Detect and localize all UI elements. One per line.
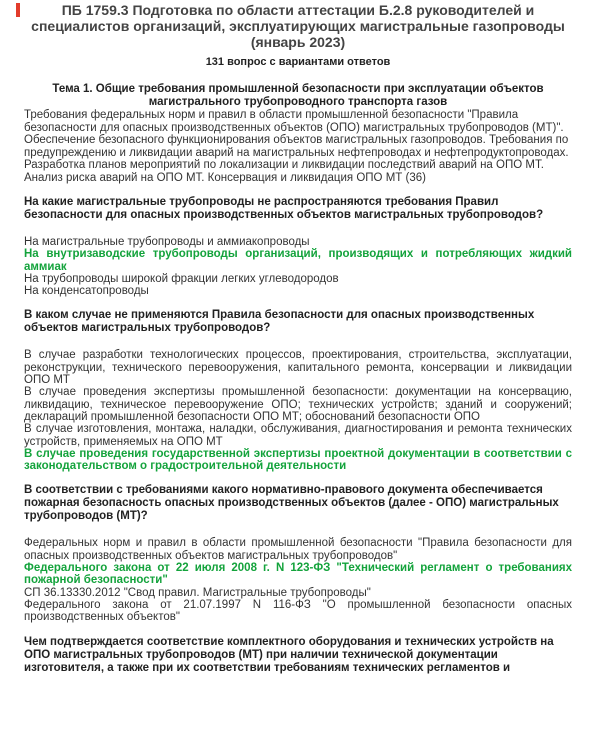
answer-option: На магистральные трубопроводы и аммиакопроводы	[24, 236, 310, 248]
topic-section	[24, 83, 572, 184]
answer-option: В случае изготовления, монтажа, наладки, обслуживания, диагностирования и ремонта технических устройств, применяемых на ОПО МТ	[24, 423, 572, 448]
answer-option: На трубопроводы широкой фракции легких углеводородов	[24, 272, 339, 285]
topic-description: Требования федеральных норм и правил в области промышленной безопасности "Правила безопасности для опасных производственных объектов (ОПО) магистральных трубопроводов (МТ)". Обеспечение безопасного функционирования объектов магистральных газопроводов. Требования по предупреждению и ликвидации аварий на магистральных нефтепроводах и нефтепродуктопроводах. Разработка планов мероприятий по локализации и ликвидации последствий аварий на ОПО МТ. Анализ риска аварий на ОПО МТ. Консервация и ликвидация ОПО МТ (36)	[24, 109, 569, 184]
topic-title: Тема 1. Общие требования промышленной безопасности при эксплуатации объектов магистрального трубопроводного транспорта газов	[52, 83, 544, 108]
answer-option: На конденсатопроводы	[24, 285, 149, 298]
question-list	[24, 196, 572, 675]
answer-option: СП 36.13330.2012 "Свод правил. Магистральные трубопроводы"	[24, 586, 371, 599]
document-title	[24, 2, 572, 50]
answer-option: В случае проведения экспертизы промышленной безопасности: документации на консервацию, ликвидацию, техническое перевооружение ОПО; технических устройств; зданий и сооружений; деклараций промышленной безопасности ОПО МТ; обоснований безопасности ОПО	[24, 386, 572, 423]
document-page	[0, 2, 592, 741]
question-text: В каком случае не применяются Правила безопасности для опасных производственных объектов магистральных трубопроводов?	[24, 309, 535, 335]
correct-answer: В случае проведения государственной экспертизы проектной документации в соответствии с законодательством о градостроительной деятельности	[24, 447, 572, 473]
answer-list	[24, 236, 572, 297]
question-block	[24, 309, 572, 472]
title-accent-mark	[16, 3, 20, 17]
answer-option: Федеральных норм и правил в области промышленной безопасности "Правила безопасности для опасных производственных объектов магистральных трубопроводов"	[24, 537, 572, 562]
correct-answer: На внутризаводские трубопроводы организаций, производящих и потребляющих жидкий аммиак	[24, 248, 572, 273]
question-text: На какие магистральные трубопроводы не распространяются требования Правил безопасности для опасных производственных объектов магистральных трубопроводов?	[24, 196, 544, 221]
answer-list	[24, 349, 572, 472]
question-block	[24, 636, 572, 675]
question-text: В соответствии с требованиями какого нормативно-правового документа обеспечивается пожарная безопасность опасных производственных объектов (далее - ОПО) магистральных трубопроводов (МТ)?	[24, 484, 559, 523]
document-subtitle: 131 вопрос с вариантами ответов	[205, 56, 391, 68]
answer-option: В случае разработки технологических процессов, проектирования, строительства, эксплуатации, реконструкции, технического перевооружения, капитального ремонта, консервации и ликвидации ОПО МТ	[24, 349, 572, 387]
answer-option: Федерального закона от 21.07.1997 N 116-ФЗ "О промышленной безопасности опасных производственных объектов"	[24, 598, 572, 624]
answer-list	[24, 537, 572, 623]
correct-answer: Федерального закона от 22 июля 2008 г. N 123-ФЗ "Технический регламент о требованиях пожарной безопасности"	[24, 562, 572, 587]
question-block	[24, 484, 572, 623]
question-text: Чем подтверждается соответствие комплектного оборудования и технических устройств на ОПО магистральных трубопроводов (МТ) при наличии технической документации изготовителя, а также при их соответствии требованиям технических регламентов и	[24, 635, 554, 674]
document-title-text: ПБ 1759.3 Подготовка по области аттестации Б.2.8 руководителей и специалистов организаций, эксплуатирующих магистральные газопроводы (январь 2023)	[31, 2, 565, 50]
question-block	[24, 196, 572, 297]
